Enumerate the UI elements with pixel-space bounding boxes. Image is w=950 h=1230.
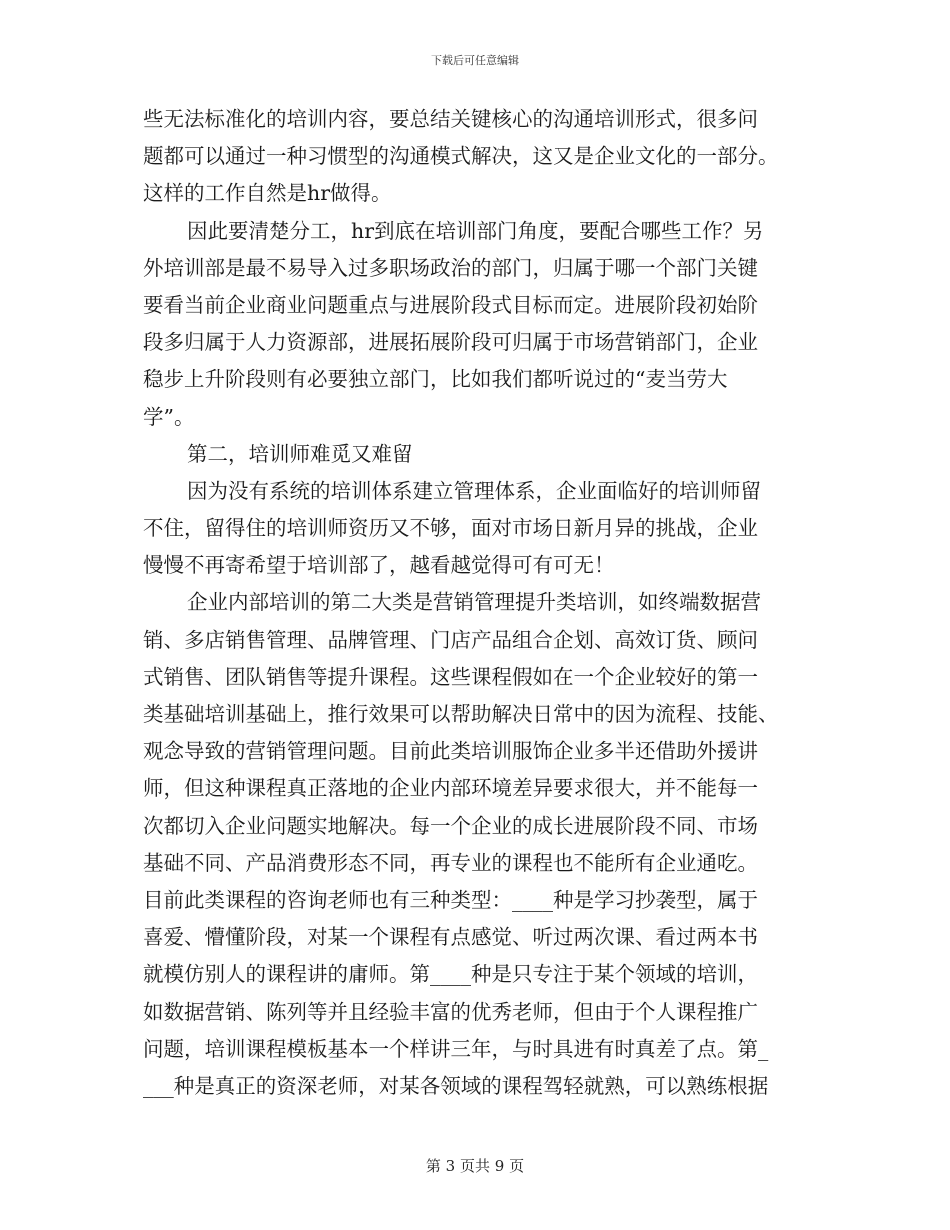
text-line: 段多归属于人力资源部，进展拓展阶段可归属于市场营销部门，企业 [143,330,758,355]
text-line: 如数据营销、陈列等并且经验丰富的优秀老师，但由于个人课程推广 [143,999,758,1024]
text-line: 式销售、团队销售等提升课程。这些课程假如在一个企业较好的第一 [143,664,758,689]
text-line: 第二，培训师难觅又难留 [187,441,413,466]
text-line: 稳步上升阶段则有必要独立部门，比如我们都听说过的“麦当劳大 [143,367,728,392]
text-line: 问题，培训课程模板基本一个样讲三年，与时具进有时真差了点。第_ [143,1036,769,1061]
text-line: 喜爱、懵懂阶段，对某一个课程有点感觉、听过两次课、看过两本书 [143,925,758,950]
text-line: 类基础培训基础上，推行效果可以帮助解决日常中的因为流程、技能、 [143,702,779,726]
text-line: 基础不同、产品消费形态不同，再专业的课程也不能所有企业通吃。 [143,850,758,875]
text-line: 外培训部是最不易导入过多职场政治的部门，归属于哪一个部门关键 [143,255,758,280]
text-line: 不住，留得住的培训师资历又不够，面对市场日新月异的挑战，企业 [143,516,758,541]
text-line: 销、多店销售管理、品牌管理、门店产品组合企划、高效订货、顾问 [143,627,758,652]
page-header: 下载后可任意编辑 [431,54,519,67]
text-line: 因此要清楚分工，hr到底在培训部门角度，要配合哪些工作？另 [187,218,764,243]
text-line: 要看当前企业商业问题重点与进展阶段式目标而定。进展阶段初始阶 [143,292,758,317]
text-line: 次都切入企业问题实地解决。每一个企业的成长进展阶段不同、市场 [143,813,758,838]
text-line: 因为没有系统的培训体系建立管理体系，企业面临好的培训师留 [187,478,761,503]
text-line: 观念导致的营销管理问题。目前此类培训服饰企业多半还借助外援讲 [143,739,758,764]
text-line: 这样的工作自然是hr做得。 [143,181,392,206]
text-line: 师，但这种课程真正落地的企业内部环境差异要求很大，并不能每一 [143,776,758,801]
text-line: 就模仿别人的课程讲的庸师。第____种是只专注于某个领域的培训， [143,962,758,987]
page-footer: 第 3 页共 9 页 [425,1157,525,1175]
text-line: 学”。 [143,404,195,429]
text-line: 些无法标准化的培训内容，要总结关键核心的沟通培训形式，很多问 [143,107,758,131]
text-line: 题都可以通过一种习惯型的沟通模式解决，这又是企业文化的一部分。 [143,144,779,169]
text-line: 慢慢不再寄希望于培训部了，越看越觉得可有可无！ [143,553,615,578]
text-line: ___种是真正的资深老师，对某各领域的课程驾轻就熟，可以熟练根据 [143,1073,769,1098]
document-body [143,101,803,1105]
text-line: 企业内部培训的第二大类是营销管理提升类培训，如终端数据营 [187,590,761,615]
text-line: 目前此类课程的咨询老师也有三种类型：____种是学习抄袭型，属于 [143,887,758,912]
